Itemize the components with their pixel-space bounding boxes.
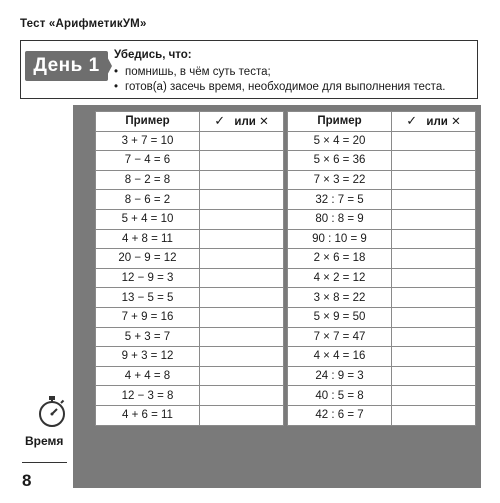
answer-cell[interactable] [392,190,476,210]
table-row [288,288,476,308]
example-cell: 4 × 4 = 16 [288,347,392,367]
column-header-answer [200,112,284,132]
answer-cell[interactable] [392,229,476,249]
example-cell: 3 + 7 = 10 [96,131,200,151]
instruction-text: готов(а) засечь время, необходимое для выполнения теста. [125,81,446,93]
table-row [288,386,476,406]
exercise-table-right [287,111,476,426]
example-cell: 42 : 6 = 7 [288,405,392,425]
column-header-example: Пример [288,112,392,132]
example-cell: 7 × 7 = 47 [288,327,392,347]
example-cell: 24 : 9 = 3 [288,366,392,386]
instruction-item [114,80,445,96]
table-row [96,209,284,229]
example-cell: 5 × 9 = 50 [288,307,392,327]
example-cell: 5 + 4 = 10 [96,209,200,229]
page-number: 8 [22,471,32,490]
example-cell: 8 − 6 = 2 [96,190,200,210]
answer-cell[interactable] [200,327,284,347]
table-row [288,249,476,269]
answer-cell[interactable] [200,151,284,171]
table-header-row [288,112,476,132]
example-cell: 4 × 2 = 12 [288,268,392,288]
answer-cell[interactable] [200,249,284,269]
table-row [96,151,284,171]
table-row [288,170,476,190]
example-cell: 9 + 3 = 12 [96,347,200,367]
column-header-answer [392,112,476,132]
table-row [288,307,476,327]
example-cell: 4 + 4 = 8 [96,366,200,386]
answer-cell[interactable] [200,288,284,308]
or-label: или [426,116,448,129]
table-row [96,347,284,367]
time-label: Время [25,434,64,448]
answer-cell[interactable] [392,347,476,367]
column-header-example: Пример [96,112,200,132]
day-badge-arrow [104,51,112,81]
exercise-table-left [95,111,284,426]
table-row [96,249,284,269]
answer-cell[interactable] [200,209,284,229]
answer-cell[interactable] [200,347,284,367]
example-cell: 4 + 8 = 11 [96,229,200,249]
table-row [96,288,284,308]
table-row [96,229,284,249]
table-row [288,151,476,171]
example-cell: 5 × 6 = 36 [288,151,392,171]
instructions [114,48,445,96]
bullet-dot: • [114,65,119,78]
table-row [288,268,476,288]
example-cell: 8 − 2 = 8 [96,170,200,190]
example-cell: 13 − 5 = 5 [96,288,200,308]
answer-cell[interactable] [392,151,476,171]
cross-mark-icon: ✕ [259,116,269,129]
example-cell: 7 + 9 = 16 [96,307,200,327]
answer-cell[interactable] [200,170,284,190]
example-cell: 12 − 3 = 8 [96,386,200,406]
answer-cell[interactable] [200,386,284,406]
answer-cell[interactable] [200,190,284,210]
table-row [288,190,476,210]
example-cell: 20 − 9 = 12 [96,249,200,269]
answer-cell[interactable] [200,229,284,249]
example-cell: 7 − 4 = 6 [96,151,200,171]
answer-cell[interactable] [392,307,476,327]
example-cell: 80 : 8 = 9 [288,209,392,229]
example-cell: 5 × 4 = 20 [288,131,392,151]
table-row [96,268,284,288]
table-row [288,347,476,367]
answer-cell[interactable] [200,131,284,151]
answer-cell[interactable] [392,170,476,190]
table-row [288,366,476,386]
answer-cell[interactable] [200,268,284,288]
table-header-row [96,112,284,132]
answer-cell[interactable] [392,131,476,151]
test-title: Тест «АрифметикУМ» [20,18,147,30]
table-row [96,170,284,190]
instruction-item [114,65,445,81]
answer-cell[interactable] [392,209,476,229]
example-cell: 5 + 3 = 7 [96,327,200,347]
answer-cell[interactable] [200,366,284,386]
example-cell: 90 : 10 = 9 [288,229,392,249]
table-row [288,327,476,347]
table-row [96,405,284,425]
table-row [96,190,284,210]
table-row [96,386,284,406]
answer-cell[interactable] [392,405,476,425]
cross-mark-icon: ✕ [451,116,461,129]
example-cell: 2 × 6 = 18 [288,249,392,269]
table-row [96,307,284,327]
day-badge: День 1 [25,51,108,81]
instruction-heading: Убедись, что: [114,49,192,61]
answer-cell[interactable] [392,288,476,308]
table-row [96,327,284,347]
example-cell: 3 × 8 = 22 [288,288,392,308]
bullet-dot: • [114,81,119,93]
answer-cell[interactable] [392,366,476,386]
or-label: или [234,116,256,129]
instruction-text: помнишь, в чём суть теста; [125,65,271,78]
example-cell: 4 + 6 = 11 [96,405,200,425]
answer-cell[interactable] [200,405,284,425]
table-row [288,131,476,151]
page-rule [22,462,67,463]
stopwatch-icon [32,392,72,432]
check-mark-icon: ✓ [214,113,226,129]
example-cell: 7 × 3 = 22 [288,170,392,190]
check-mark-icon: ✓ [406,113,418,129]
table-row [288,405,476,425]
table-row [288,229,476,249]
table-row [96,366,284,386]
answer-cell[interactable] [200,307,284,327]
table-row [96,131,284,151]
example-cell: 40 : 5 = 8 [288,386,392,406]
answer-cell[interactable] [392,327,476,347]
answer-cell[interactable] [392,386,476,406]
example-cell: 12 − 9 = 3 [96,268,200,288]
answer-cell[interactable] [392,268,476,288]
table-row [288,209,476,229]
example-cell: 32 : 7 = 5 [288,190,392,210]
answer-cell[interactable] [392,249,476,269]
